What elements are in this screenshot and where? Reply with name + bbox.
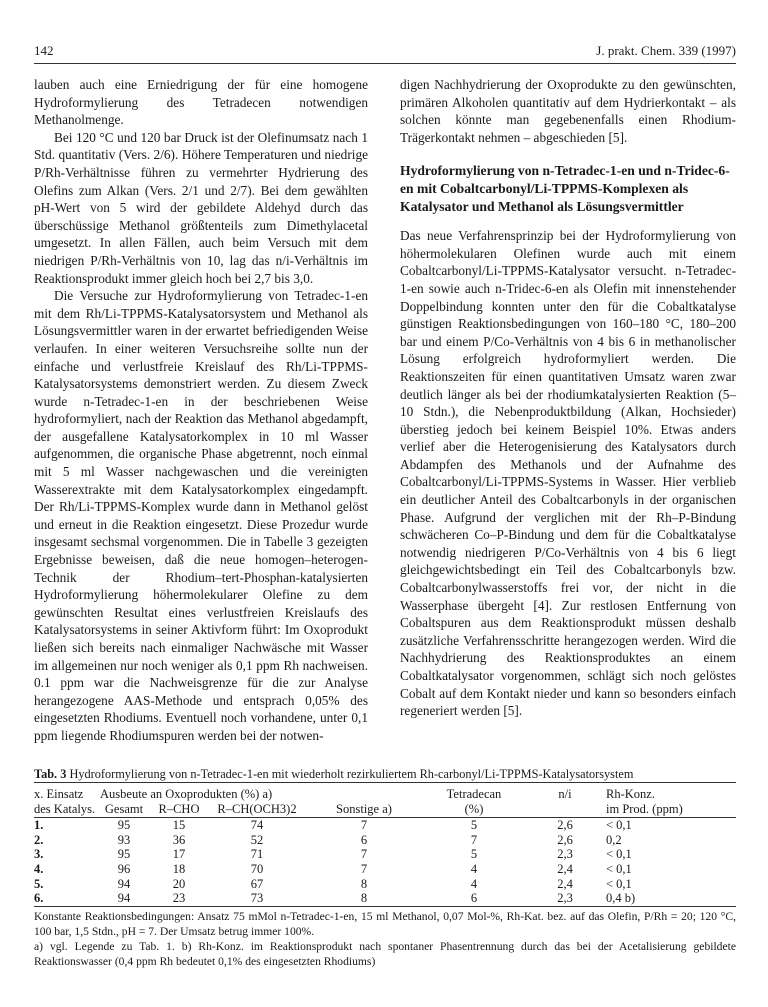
cell-acetal: 67 (250, 876, 264, 891)
cell-tetradecan: 4 (470, 861, 478, 876)
table-row (34, 833, 736, 848)
cell-run: 5. (34, 876, 44, 891)
cell-gesamt: 94 (117, 891, 131, 906)
cell-sonstige: 8 (360, 876, 368, 891)
cell-gesamt: 94 (117, 876, 131, 891)
cell-rcho: 23 (172, 891, 186, 906)
cell-gesamt: 95 (117, 847, 131, 862)
table-3 (34, 766, 736, 970)
cell-ni: 2,4 (557, 861, 573, 876)
cell-ni: 2,6 (557, 832, 573, 847)
cell-tetradecan: 5 (470, 818, 478, 833)
cell-gesamt: 96 (117, 861, 131, 876)
cell-gesamt: 93 (117, 832, 131, 847)
cell-rh: < 0,1 (606, 818, 632, 833)
col-header-ni: n/i (558, 787, 572, 801)
table-caption-text: Hydroformylierung von n-Tetradec-1-en mit wiederholt rezirkuliertem Rh-carbonyl/Li-TPPMS-Katalysatorsystem (69, 767, 634, 781)
paragraph: Bei 120 °C und 120 bar Druck ist der Olefinumsatz nach 1 Std. quantitativ (Vers. 2/6). Höhere Temperaturen und niedrige P/Rh-Verhältnisse führen zu vermehrter Hydrierung des Olefins zum Alkan (Vers. 2/1 und 2/7). Bei dem gewählten pH-Wert von 5 wird der gebildete Aldehyd durch das überschüssige Methanol größtenteils zum Dimethylacetal umgesetzt. In allen Fällen, auch beim Versuch mit dem niedrigen P/Rh-Verhältnis von 10, lag das n/i-Verhältnis im Reaktionsprodukt immer gleich hoch bei 2,7 bis 3,0. (34, 129, 368, 286)
cell-ni: 2,3 (557, 891, 573, 906)
results-table (34, 784, 736, 906)
table-notes (34, 909, 736, 970)
left-column (34, 76, 368, 745)
cell-rh: < 0,1 (606, 847, 632, 862)
cell-rcho: 15 (172, 818, 186, 833)
page-number: 142 (34, 43, 54, 58)
table-header-row (34, 784, 736, 802)
col-header-rcho: R–CHO (148, 802, 210, 818)
header-rule (34, 63, 736, 64)
cell-ni: 2,4 (557, 876, 573, 891)
col-header-gesamt: Gesamt (100, 802, 148, 818)
col-header-katalys: des Katalys. (34, 802, 100, 818)
cell-sonstige: 7 (360, 861, 368, 876)
col-header-improd: im Prod. (ppm) (606, 802, 736, 818)
cell-rcho: 20 (172, 876, 186, 891)
table-row (34, 847, 736, 862)
cell-acetal: 73 (250, 891, 264, 906)
col-header-tetradecan: Tetradecan (446, 787, 502, 801)
table-row (34, 818, 736, 833)
cell-ni: 2,3 (557, 847, 573, 862)
table-subheader-row (34, 802, 736, 818)
paragraph: Das neue Verfahrensprinzip bei der Hydroformylierung von höhermolekularen Olefinen wurde auch mit einem Cobaltcarbonyl/Li-TPPMS-Katalysator versucht. n-Tetradec-1-en sowie auch n-Tridec-6-en als Olefin mit innenstehender Doppelbindung konnten unter den für die Cobaltkatalyse günstigen Reaktionsbedingungen von 160–180 °C, 180–200 bar und einem P/Co-Verhältnis von 4 bis 6 in methanolischer Lösung erfolgreich hydroformyliert werden. Die Reaktionszeiten für einen quantitativen Umsatz waren zwar deutlich länger als bei der rhodiumkatalysierten Reaktion (5–10 Stdn.), die Nebenproduktbildung (Alkan, Hochsieder) überstieg jedoch bei keinem Beispiel 10%. Etwas anders verlief aber die Heterogenisierung des Katalysators durch Abdampfen des Methanols und der Aufnahme des Cobaltcarbonyl/Li-TPPMS-Systems in Wasser. Hier verblieb ein deutlicher Anteil des Cobaltcarbonyls in der organischen Phase. Aufgrund der verglichen mit der Rh–P-Bindung schwächeren Co–P-Bindung und dem für die Cobaltkatalyse notwendig niedrigeren P/Co-Verhältnis von 4 bis 6 liegt gleichgewichtsbedingt ein Teil des Cobaltcarbonyls bzw. Cobaltcarbonylwasserstoffs frei vor, der nicht in die Wasserphase übergeht [4]. Zur restlosen Entfernung von Cobaltspuren aus dem Reaktionsprodukt müssen deshalb zusätzliche Verfahrensschritte herangezogen werden. Wird die Nachhydrierung des Reaktionsproduktes an einem Cobaltkatalysator vorgenommen, schlägt sich noch gelöstes Cobalt auf dem Kontakt nieder und kann so besonders einfach regeneriert werden [5]. (400, 228, 736, 719)
running-header (34, 43, 736, 61)
paragraph: Die Versuche zur Hydroformylierung von Tetradec-1-en mit dem Rh/Li-TPPMS-Katalysatorsystem und Methanol als Lösungsvermittler waren in der erwartet befriedigenden Weise verlaufen. In einer weiteren Versuchsreihe sollte nun der einfache und verlustfreie Kreislauf des Rh/Li-TPPMS-Katalysatorsystems demonstriert werden. Zu diesem Zweck wurde n-Tetradec-1-en in der beschriebenen Weise hydroformyliert, nach der Reaktion das Methanol abgedampft, der ausgefallene Katalysatorkomplex in 10 ml Wasser aufgenommen, die organische Phase abgetrennt, noch einmal mit 5 ml Wasser nachgewaschen und die vereinigten Wasserextrakte mit dem Katalysatorkomplex eingedampft. Der Rh/Li-TPPMS-Komplex wurde dann in Methanol gelöst und erneut in die Reaktion eingesetzt. Diese Prozedur wurde insgesamt sechsmal vorgenommen. Die in Tabelle 3 gezeigten Ergebnisse beweisen, daß die neue homogen–heterogen-Technik der Rhodium–tert-Phosphan-katalysierten Hydroformylierung höhermolekularer Olefine zu dem gewünschten Resultat eines verlustfreien Kreislaufs des Katalysatorsystems in seiner Aktivform führt: Im Oxoprodukt ließen sich bereits nach einmaliger Nachwäsche mit Wasser im allgemeinen nur noch weniger als 0,1 ppm Rh nachweisen. 0.1 ppm war die Nachweisgrenze für die zur Analyse herangezogene AAS-Methode und entsprach 0,05% des eingesetzten Rhodiums. Eventuell noch vorhandene, unter 0,1 ppm liegende Rhodiumspuren werden bei der notwen- (34, 288, 368, 743)
table-row (34, 877, 736, 892)
cell-rcho: 18 (172, 861, 186, 876)
cell-run: 2. (34, 832, 44, 847)
cell-acetal: 70 (250, 861, 264, 876)
cell-rh: < 0,1 (606, 861, 632, 876)
cell-sonstige: 7 (360, 818, 368, 833)
table-label: Tab. 3 (34, 767, 67, 781)
cell-tetradecan: 6 (470, 891, 478, 906)
table-caption (34, 766, 736, 782)
col-header-acetal: R–CH(OCH3)2 (210, 802, 304, 818)
table-note-conditions: Konstante Reaktionsbedingungen: Ansatz 75 mMol n-Tetradec-1-en, 15 ml Methanol, 0,07 Mol-%, Rh-Kat. bez. auf das Olefin, P/Rh = 20; 120 °C, 100 bar, 1,5 Stdn., pH = 7. Der Umsatz betrug immer 100%. (34, 909, 736, 938)
cell-ni: 2,6 (557, 818, 573, 833)
table-top-rule (34, 782, 736, 783)
journal-reference: J. prakt. Chem. 339 (1997) (596, 43, 736, 58)
cell-sonstige: 6 (360, 832, 368, 847)
paragraph: digen Nachhydrierung der Oxoprodukte zu den gewünschten, primären Alkoholen quantitativ auf dem Hydrierkontakt – als solchen könnte man gegebenenfalls einen Rhodium-Trägerkontakt nehmen – abgeschieden [5]. (400, 77, 736, 145)
cell-rh: 0,4 b) (606, 891, 636, 906)
section-heading: Hydroformylierung von n-Tetradec-1-en und n-Tridec-6-en mit Cobaltcarbonyl/Li-TPPMS-Komplexen als Katalysator und Methanol als Lösungsvermittler (400, 163, 730, 214)
cell-run: 6. (34, 891, 44, 906)
col-header-einsatz: x. Einsatz (34, 787, 84, 801)
right-column (400, 76, 736, 720)
cell-sonstige: 7 (360, 847, 368, 862)
col-header-ausbeute: Ausbeute an Oxoprodukten (%) a) (100, 787, 273, 801)
cell-run: 1. (34, 818, 44, 833)
cell-rcho: 17 (172, 847, 186, 862)
table-row (34, 891, 736, 906)
cell-sonstige: 8 (360, 891, 368, 906)
cell-acetal: 52 (250, 832, 264, 847)
cell-gesamt: 95 (117, 818, 131, 833)
cell-tetradecan: 7 (470, 832, 478, 847)
cell-run: 3. (34, 847, 44, 862)
table-row (34, 862, 736, 877)
table-note-footnotes: a) vgl. Legende zu Tab. 1. b) Rh-Konz. im Reaktionsprodukt nach spontaner Phasentrennung durch das bei der Acetalisierung gebildete Reaktionswasser (0,4 ppm Rh bedeutet 0,1% des eingesetzten Rhodiums) (34, 940, 736, 969)
cell-run: 4. (34, 861, 44, 876)
cell-rh: 0,2 (606, 832, 622, 847)
col-header-sonstige: Sonstige a) (304, 802, 424, 818)
cell-acetal: 74 (250, 818, 264, 833)
cell-tetradecan: 4 (470, 876, 478, 891)
col-header-rh: Rh-Konz. (606, 787, 655, 801)
col-header-empty (524, 802, 606, 818)
table-bottom-rule (34, 906, 736, 907)
col-header-pct: (%) (424, 802, 524, 818)
paragraph: lauben auch eine Erniedrigung der für eine homogene Hydroformylierung des Tetradecen notwendigen Methanolmenge. (34, 77, 368, 128)
cell-acetal: 71 (250, 847, 264, 862)
cell-tetradecan: 5 (470, 847, 478, 862)
cell-rcho: 36 (172, 832, 186, 847)
cell-rh: < 0,1 (606, 876, 632, 891)
